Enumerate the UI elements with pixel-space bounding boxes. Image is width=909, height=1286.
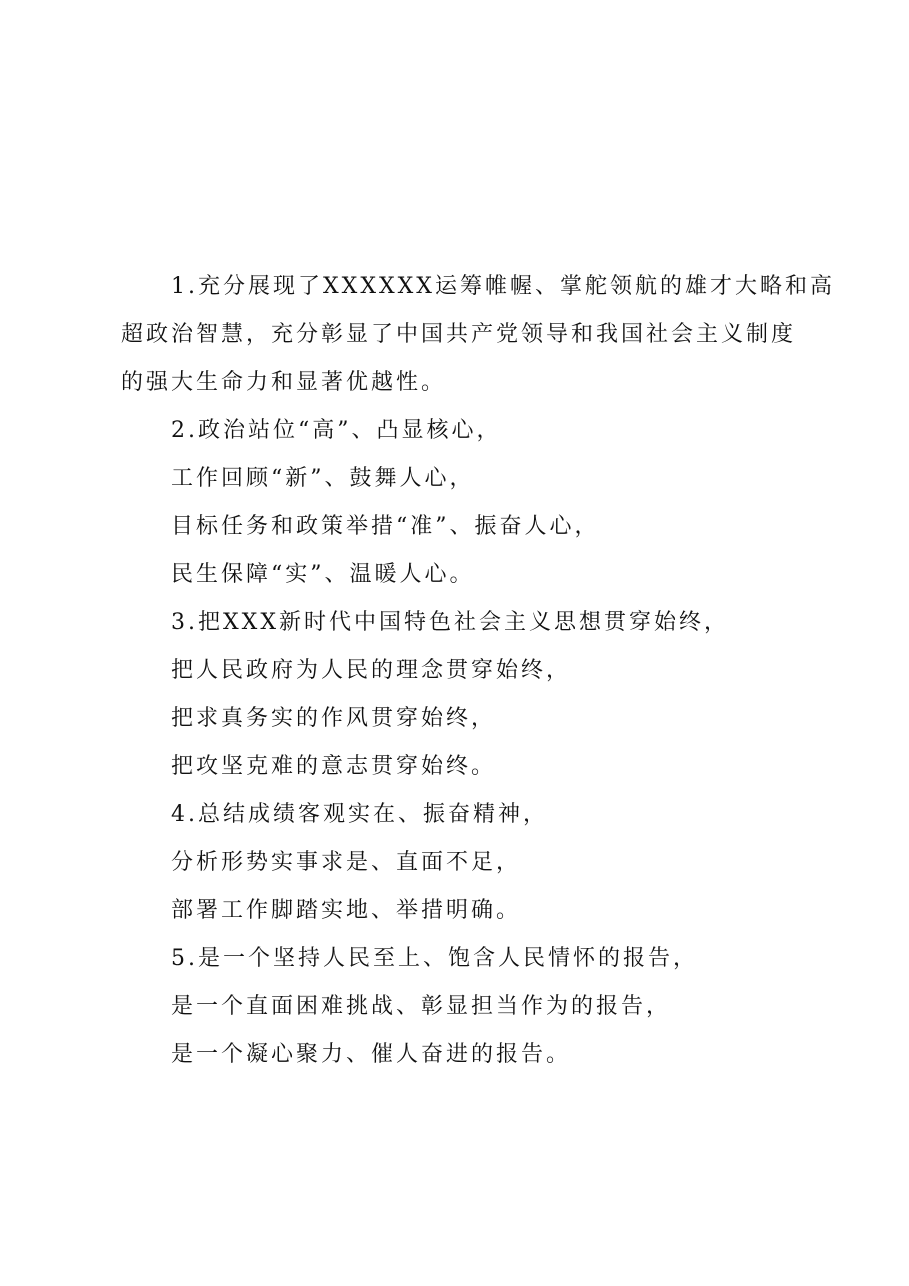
paragraph-3-line-4: 把攻坚克难的意志贯穿始终。 bbox=[171, 754, 497, 779]
paragraph-2-line-2: 工作回顾“新”、鼓舞人心， bbox=[171, 466, 475, 491]
paragraph-3-line-2: 把人民政府为人民的理念贯穿始终， bbox=[171, 658, 572, 683]
paragraph-2-line-1: 2.政治站位“高”、凸显核心， bbox=[171, 418, 502, 443]
paragraph-1-line-3: 的强大生命力和显著优越性。 bbox=[121, 370, 447, 395]
paragraph-5-line-3: 是一个凝心聚力、催人奋进的报告。 bbox=[171, 1042, 572, 1067]
paragraph-2-line-4: 民生保障“实”、温暖人心。 bbox=[171, 562, 475, 587]
paragraph-3-line-1: 3.把XXX新时代中国特色社会主义思想贯穿始终， bbox=[171, 610, 729, 635]
paragraph-5-line-1: 5.是一个坚持人民至上、饱含人民情怀的报告， bbox=[171, 946, 698, 971]
paragraph-2-line-3: 目标任务和政策举措“准”、振奋人心， bbox=[171, 514, 600, 539]
paragraph-3-line-3: 把求真务实的作风贯穿始终， bbox=[171, 706, 497, 731]
paragraph-1-line-2: 超政治智慧，充分彰显了中国共产党领导和我国社会主义制度 bbox=[121, 322, 797, 347]
paragraph-5-line-2: 是一个直面困难挑战、彰显担当作为的报告， bbox=[171, 994, 672, 1019]
paragraph-4-line-1: 4.总结成绩客观实在、振奋精神， bbox=[171, 802, 548, 827]
document-body bbox=[121, 263, 835, 1079]
paragraph-1-line-1: 1.充分展现了XXXXXX运筹帷幄、掌舵领航的雄才大略和高 bbox=[171, 274, 835, 299]
paragraph-4-line-3: 部署工作脚踏实地、举措明确。 bbox=[171, 898, 522, 923]
paragraph-4-line-2: 分析形势实事求是、直面不足， bbox=[171, 850, 522, 875]
